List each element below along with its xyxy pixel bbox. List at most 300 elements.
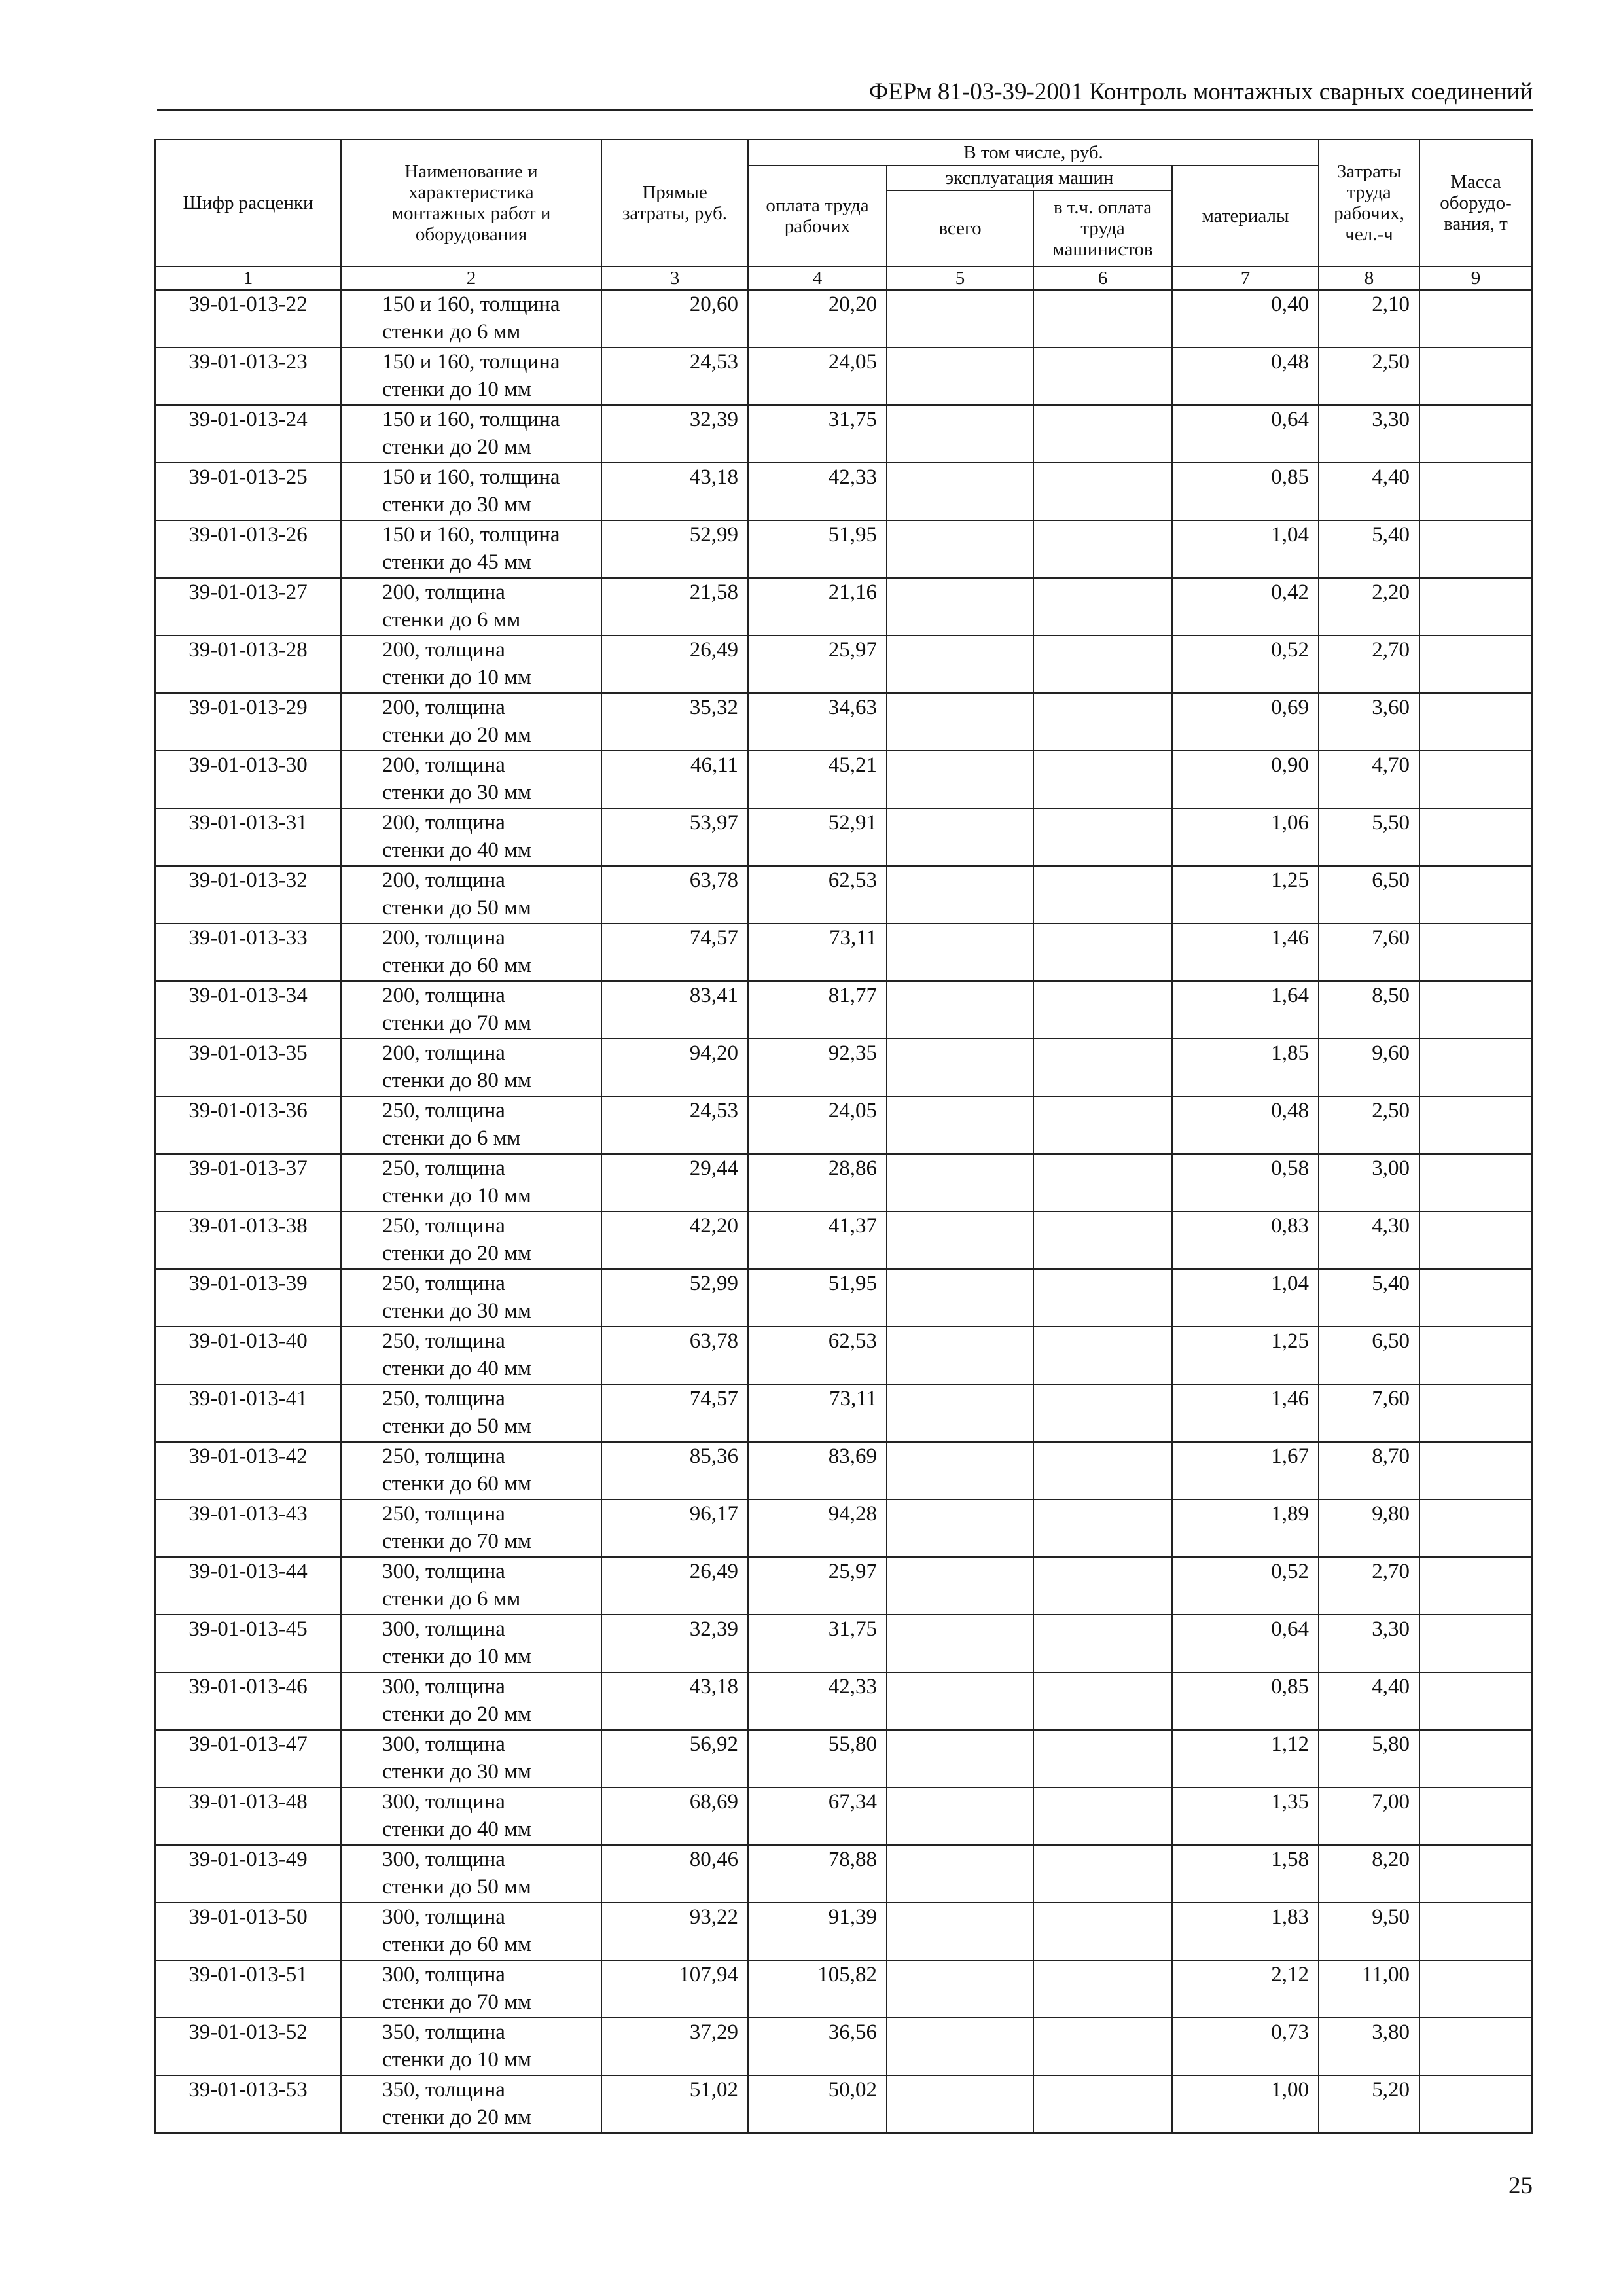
work-name-line: 300, толщина [382, 1963, 505, 1986]
work-name-line: стенки до 40 мм [382, 838, 531, 862]
materials-cell: 1,85 [1172, 1039, 1319, 1096]
direct-costs-cell: 42,20 [601, 1211, 748, 1269]
labor-pay-cell: 52,91 [748, 808, 887, 866]
materials-cell: 0,90 [1172, 751, 1319, 808]
direct-costs-cell: 63,78 [601, 866, 748, 924]
table-row [155, 981, 1532, 1039]
direct-costs-cell: 94,20 [601, 1039, 748, 1096]
equipment-mass-cell [1419, 1730, 1532, 1787]
labor-pay-cell: 78,88 [748, 1845, 887, 1903]
table-row [155, 636, 1532, 693]
table-row [155, 405, 1532, 463]
machines-total-cell [887, 1154, 1033, 1211]
document-title: ФЕРм 81-03-39-2001 Контроль монтажных сварных соединений [868, 79, 1533, 105]
labor-pay-cell: 20,20 [748, 290, 887, 348]
work-name-cell [341, 1499, 601, 1557]
work-name-line: 300, толщина [382, 1617, 505, 1641]
direct-costs-cell: 24,53 [601, 1096, 748, 1154]
work-name-cell [341, 2075, 601, 2133]
equipment-mass-cell [1419, 924, 1532, 981]
work-name-line: стенки до 20 мм [382, 1702, 531, 1726]
rate-code-cell: 39-01-013-42 [155, 1442, 341, 1499]
column-number: 4 [748, 266, 887, 290]
materials-cell: 1,25 [1172, 866, 1319, 924]
direct-costs-cell: 26,49 [601, 1557, 748, 1615]
table-row [155, 924, 1532, 981]
machines-total-cell [887, 808, 1033, 866]
work-name-cell [341, 808, 601, 866]
machines-operators-cell [1033, 1327, 1172, 1384]
work-name-cell [341, 1787, 601, 1845]
work-name-line: стенки до 70 мм [382, 1990, 531, 2014]
direct-costs-cell: 53,97 [601, 808, 748, 866]
rate-code-cell: 39-01-013-37 [155, 1154, 341, 1211]
rate-code-cell: 39-01-013-30 [155, 751, 341, 808]
materials-cell: 0,69 [1172, 693, 1319, 751]
equipment-mass-cell [1419, 981, 1532, 1039]
machines-operators-cell [1033, 866, 1172, 924]
materials-cell: 1,89 [1172, 1499, 1319, 1557]
rate-code-cell: 39-01-013-51 [155, 1960, 341, 2018]
direct-costs-cell: 74,57 [601, 1384, 748, 1442]
labor-pay-cell: 31,75 [748, 1615, 887, 1672]
table-row [155, 693, 1532, 751]
labor-pay-cell: 42,33 [748, 463, 887, 520]
work-name-line: стенки до 60 мм [382, 1472, 531, 1496]
equipment-mass-cell [1419, 866, 1532, 924]
work-name-cell [341, 1384, 601, 1442]
materials-cell: 0,85 [1172, 1672, 1319, 1730]
equipment-mass-cell [1419, 1499, 1532, 1557]
work-name-line: стенки до 80 мм [382, 1069, 531, 1092]
work-name-line: 200, толщина [382, 869, 505, 892]
work-name-cell [341, 636, 601, 693]
table-row [155, 1845, 1532, 1903]
labor-costs-cell: 7,60 [1319, 1384, 1419, 1442]
work-name-line: 350, толщина [382, 2078, 505, 2102]
labor-pay-cell: 28,86 [748, 1154, 887, 1211]
machines-total-cell [887, 1442, 1033, 1499]
work-name-line: 150 и 160, толщина [382, 523, 560, 547]
direct-costs-cell: 52,99 [601, 520, 748, 578]
work-name-line: 350, толщина [382, 2020, 505, 2044]
table-row [155, 1039, 1532, 1096]
direct-costs-cell: 43,18 [601, 463, 748, 520]
rate-code-cell: 39-01-013-25 [155, 463, 341, 520]
work-name-line: 200, толщина [382, 984, 505, 1007]
direct-costs-cell: 52,99 [601, 1269, 748, 1327]
materials-cell: 1,25 [1172, 1327, 1319, 1384]
direct-costs-cell: 80,46 [601, 1845, 748, 1903]
materials-cell: 0,73 [1172, 2018, 1319, 2075]
labor-pay-cell: 34,63 [748, 693, 887, 751]
machines-operators-cell [1033, 1096, 1172, 1154]
equipment-mass-cell [1419, 405, 1532, 463]
work-name-cell [341, 1039, 601, 1096]
table-row [155, 1269, 1532, 1327]
work-name-line: стенки до 20 мм [382, 435, 531, 459]
labor-pay-cell: 91,39 [748, 1903, 887, 1960]
labor-costs-cell: 2,20 [1319, 578, 1419, 636]
materials-cell: 1,35 [1172, 1787, 1319, 1845]
work-name-cell [341, 981, 601, 1039]
work-name-line: 250, толщина [382, 1157, 505, 1180]
labor-pay-cell: 73,11 [748, 1384, 887, 1442]
work-name-cell [341, 924, 601, 981]
rate-code-cell: 39-01-013-24 [155, 405, 341, 463]
materials-cell: 1,06 [1172, 808, 1319, 866]
work-name-line: стенки до 30 мм [382, 781, 531, 804]
table-row [155, 1096, 1532, 1154]
work-name-line: 250, толщина [382, 1214, 505, 1238]
work-name-line: стенки до 45 мм [382, 550, 531, 574]
materials-cell: 0,48 [1172, 1096, 1319, 1154]
work-name-line: стенки до 10 мм [382, 666, 531, 689]
labor-costs-cell: 4,30 [1319, 1211, 1419, 1269]
labor-pay-cell: 24,05 [748, 1096, 887, 1154]
machines-operators-cell [1033, 1384, 1172, 1442]
work-name-cell [341, 1327, 601, 1384]
machines-total-cell [887, 1845, 1033, 1903]
table-row [155, 1557, 1532, 1615]
column-number: 1 [155, 266, 341, 290]
machines-operators-cell [1033, 1557, 1172, 1615]
labor-pay-cell: 31,75 [748, 405, 887, 463]
machines-total-cell [887, 1615, 1033, 1672]
materials-cell: 1,58 [1172, 1845, 1319, 1903]
equipment-mass-cell [1419, 1845, 1532, 1903]
work-name-line: 300, толщина [382, 1790, 505, 1814]
labor-costs-cell: 9,50 [1319, 1903, 1419, 1960]
machines-operators-cell [1033, 348, 1172, 405]
work-name-cell [341, 866, 601, 924]
labor-costs-cell: 2,70 [1319, 1557, 1419, 1615]
work-name-cell [341, 1730, 601, 1787]
work-name-line: 200, толщина [382, 696, 505, 719]
materials-cell: 1,83 [1172, 1903, 1319, 1960]
machines-operators-cell [1033, 1615, 1172, 1672]
machines-operators-cell [1033, 1499, 1172, 1557]
materials-cell: 2,12 [1172, 1960, 1319, 2018]
table-row [155, 1154, 1532, 1211]
materials-cell: 1,46 [1172, 1384, 1319, 1442]
table-row [155, 1499, 1532, 1557]
equipment-mass-cell [1419, 1154, 1532, 1211]
labor-costs-cell: 5,20 [1319, 2075, 1419, 2133]
rate-code-cell: 39-01-013-53 [155, 2075, 341, 2133]
header-including: В том числе, руб. [748, 139, 1319, 166]
work-name-line: 150 и 160, толщина [382, 408, 560, 431]
direct-costs-cell: 29,44 [601, 1154, 748, 1211]
machines-operators-cell [1033, 924, 1172, 981]
work-name-line: стенки до 60 мм [382, 954, 531, 977]
rate-code-cell: 39-01-013-31 [155, 808, 341, 866]
work-name-cell [341, 1096, 601, 1154]
materials-cell: 0,64 [1172, 405, 1319, 463]
direct-costs-cell: 32,39 [601, 1615, 748, 1672]
work-name-cell [341, 463, 601, 520]
rate-code-cell: 39-01-013-52 [155, 2018, 341, 2075]
work-name-cell [341, 1269, 601, 1327]
direct-costs-cell: 74,57 [601, 924, 748, 981]
table-row [155, 2075, 1532, 2133]
rate-code-cell: 39-01-013-23 [155, 348, 341, 405]
work-name-line: стенки до 70 мм [382, 1530, 531, 1553]
work-name-line: 250, толщина [382, 1329, 505, 1353]
work-name-line: 300, толщина [382, 1732, 505, 1756]
labor-costs-cell: 8,50 [1319, 981, 1419, 1039]
labor-costs-cell: 3,80 [1319, 2018, 1419, 2075]
machines-operators-cell [1033, 290, 1172, 348]
table-row [155, 1903, 1532, 1960]
work-name-line: стенки до 10 мм [382, 1184, 531, 1208]
direct-costs-cell: 93,22 [601, 1903, 748, 1960]
work-name-line: стенки до 70 мм [382, 1011, 531, 1035]
direct-costs-cell: 26,49 [601, 636, 748, 693]
machines-total-cell [887, 1787, 1033, 1845]
work-name-line: стенки до 50 мм [382, 896, 531, 920]
equipment-mass-cell [1419, 808, 1532, 866]
machines-operators-cell [1033, 981, 1172, 1039]
work-name-line: 200, толщина [382, 753, 505, 777]
materials-cell: 1,64 [1172, 981, 1319, 1039]
equipment-mass-cell [1419, 520, 1532, 578]
work-name-cell [341, 578, 601, 636]
work-name-line: 300, толщина [382, 1848, 505, 1871]
rate-code-cell: 39-01-013-40 [155, 1327, 341, 1384]
direct-costs-cell: 43,18 [601, 1672, 748, 1730]
materials-cell: 0,48 [1172, 348, 1319, 405]
labor-costs-cell: 9,60 [1319, 1039, 1419, 1096]
table-row [155, 578, 1532, 636]
work-name-cell [341, 1615, 601, 1672]
work-name-line: стенки до 20 мм [382, 1242, 531, 1265]
machines-operators-cell [1033, 405, 1172, 463]
machines-total-cell [887, 1557, 1033, 1615]
machines-operators-cell [1033, 1211, 1172, 1269]
work-name-line: стенки до 30 мм [382, 1760, 531, 1784]
table-row [155, 290, 1532, 348]
materials-cell: 0,58 [1172, 1154, 1319, 1211]
table-row [155, 463, 1532, 520]
rate-code-cell: 39-01-013-50 [155, 1903, 341, 1960]
direct-costs-cell: 24,53 [601, 348, 748, 405]
labor-costs-cell: 5,40 [1319, 520, 1419, 578]
rate-code-cell: 39-01-013-35 [155, 1039, 341, 1096]
labor-costs-cell: 4,40 [1319, 1672, 1419, 1730]
work-name-line: стенки до 40 мм [382, 1818, 531, 1841]
direct-costs-cell: 63,78 [601, 1327, 748, 1384]
machines-total-cell [887, 2075, 1033, 2133]
rate-code-cell: 39-01-013-44 [155, 1557, 341, 1615]
materials-cell: 0,83 [1172, 1211, 1319, 1269]
direct-costs-cell: 21,58 [601, 578, 748, 636]
labor-pay-cell: 62,53 [748, 866, 887, 924]
machines-total-cell [887, 1211, 1033, 1269]
machines-operators-cell [1033, 2018, 1172, 2075]
rate-code-cell: 39-01-013-46 [155, 1672, 341, 1730]
table-row [155, 1615, 1532, 1672]
equipment-mass-cell [1419, 2018, 1532, 2075]
machines-operators-cell [1033, 1442, 1172, 1499]
labor-costs-cell: 5,50 [1319, 808, 1419, 866]
column-number-row [155, 266, 1532, 290]
direct-costs-cell: 83,41 [601, 981, 748, 1039]
equipment-mass-cell [1419, 578, 1532, 636]
header-labor-costs: Затраты труда рабочих, чел.-ч [1319, 139, 1419, 266]
work-name-line: 200, толщина [382, 926, 505, 950]
direct-costs-cell: 96,17 [601, 1499, 748, 1557]
header-machines: эксплуатация машин [887, 166, 1172, 190]
machines-operators-cell [1033, 1787, 1172, 1845]
page-header [157, 77, 1533, 111]
labor-costs-cell: 3,30 [1319, 1615, 1419, 1672]
labor-costs-cell: 4,70 [1319, 751, 1419, 808]
work-name-cell [341, 1154, 601, 1211]
labor-pay-cell: 51,95 [748, 1269, 887, 1327]
machines-total-cell [887, 636, 1033, 693]
labor-pay-cell: 45,21 [748, 751, 887, 808]
labor-costs-cell: 6,50 [1319, 866, 1419, 924]
table-row [155, 1730, 1532, 1787]
machines-operators-cell [1033, 1039, 1172, 1096]
machines-total-cell [887, 751, 1033, 808]
labor-pay-cell: 50,02 [748, 2075, 887, 2133]
materials-cell: 1,12 [1172, 1730, 1319, 1787]
labor-costs-cell: 7,60 [1319, 924, 1419, 981]
rate-code-cell: 39-01-013-41 [155, 1384, 341, 1442]
header-name: Наименование и характеристика монтажных работ и оборудования [341, 139, 601, 266]
table-row [155, 1960, 1532, 2018]
work-name-line: стенки до 6 мм [382, 1126, 521, 1150]
labor-pay-cell: 92,35 [748, 1039, 887, 1096]
machines-total-cell [887, 1903, 1033, 1960]
work-name-line: стенки до 50 мм [382, 1414, 531, 1438]
work-name-cell [341, 1672, 601, 1730]
equipment-mass-cell [1419, 348, 1532, 405]
equipment-mass-cell [1419, 1211, 1532, 1269]
header-code: Шифр расценки [155, 139, 341, 266]
labor-pay-cell: 24,05 [748, 348, 887, 405]
rate-code-cell: 39-01-013-29 [155, 693, 341, 751]
materials-cell: 1,04 [1172, 520, 1319, 578]
rate-code-cell: 39-01-013-45 [155, 1615, 341, 1672]
equipment-mass-cell [1419, 1269, 1532, 1327]
work-name-line: стенки до 10 мм [382, 1645, 531, 1668]
labor-costs-cell: 3,30 [1319, 405, 1419, 463]
header-labor-pay: оплата труда рабочих [748, 166, 887, 266]
table-row [155, 866, 1532, 924]
machines-operators-cell [1033, 1269, 1172, 1327]
labor-costs-cell: 5,40 [1319, 1269, 1419, 1327]
labor-pay-cell: 41,37 [748, 1211, 887, 1269]
machines-operators-cell [1033, 693, 1172, 751]
table-body [155, 290, 1532, 2133]
labor-pay-cell: 21,16 [748, 578, 887, 636]
direct-costs-cell: 68,69 [601, 1787, 748, 1845]
work-name-line: 300, толщина [382, 1675, 505, 1698]
table-row [155, 1787, 1532, 1845]
work-name-line: 200, толщина [382, 581, 505, 604]
direct-costs-cell: 32,39 [601, 405, 748, 463]
work-name-line: 150 и 160, толщина [382, 465, 560, 489]
work-name-line: стенки до 40 мм [382, 1357, 531, 1380]
work-name-cell [341, 2018, 601, 2075]
machines-total-cell [887, 1499, 1033, 1557]
equipment-mass-cell [1419, 1096, 1532, 1154]
page-number: 25 [1508, 2172, 1533, 2199]
table-row [155, 1442, 1532, 1499]
rate-code-cell: 39-01-013-43 [155, 1499, 341, 1557]
work-name-line: стенки до 60 мм [382, 1933, 531, 1956]
equipment-mass-cell [1419, 1960, 1532, 2018]
direct-costs-cell: 85,36 [601, 1442, 748, 1499]
table-row [155, 1384, 1532, 1442]
table-row [155, 348, 1532, 405]
table-row [155, 751, 1532, 808]
machines-operators-cell [1033, 808, 1172, 866]
column-number: 2 [341, 266, 601, 290]
equipment-mass-cell [1419, 1384, 1532, 1442]
machines-operators-cell [1033, 1960, 1172, 2018]
rate-code-cell: 39-01-013-48 [155, 1787, 341, 1845]
machines-total-cell [887, 866, 1033, 924]
equipment-mass-cell [1419, 1672, 1532, 1730]
rate-code-cell: 39-01-013-38 [155, 1211, 341, 1269]
labor-costs-cell: 3,60 [1319, 693, 1419, 751]
rate-code-cell: 39-01-013-27 [155, 578, 341, 636]
materials-cell: 0,42 [1172, 578, 1319, 636]
column-number: 9 [1419, 266, 1532, 290]
materials-cell: 1,67 [1172, 1442, 1319, 1499]
work-name-line: 150 и 160, толщина [382, 350, 560, 374]
equipment-mass-cell [1419, 290, 1532, 348]
work-name-line: 250, толщина [382, 1099, 505, 1122]
machines-total-cell [887, 463, 1033, 520]
work-name-line: 300, толщина [382, 1560, 505, 1583]
machines-operators-cell [1033, 636, 1172, 693]
machines-operators-cell [1033, 578, 1172, 636]
work-name-cell [341, 348, 601, 405]
work-name-line: стенки до 10 мм [382, 378, 531, 401]
machines-operators-cell [1033, 1154, 1172, 1211]
header-equipment-mass: Масса оборудо-вания, т [1419, 139, 1532, 266]
header-materials: материалы [1172, 166, 1319, 266]
rate-code-cell: 39-01-013-28 [155, 636, 341, 693]
table-row [155, 2018, 1532, 2075]
direct-costs-cell: 51,02 [601, 2075, 748, 2133]
work-name-line: 150 и 160, толщина [382, 293, 560, 316]
rate-code-cell: 39-01-013-34 [155, 981, 341, 1039]
work-name-line: 200, толщина [382, 811, 505, 834]
machines-total-cell [887, 2018, 1033, 2075]
labor-pay-cell: 25,97 [748, 636, 887, 693]
labor-pay-cell: 81,77 [748, 981, 887, 1039]
equipment-mass-cell [1419, 1615, 1532, 1672]
equipment-mass-cell [1419, 693, 1532, 751]
work-name-cell [341, 751, 601, 808]
work-name-cell [341, 290, 601, 348]
machines-operators-cell [1033, 1903, 1172, 1960]
work-name-cell [341, 405, 601, 463]
table-row [155, 1672, 1532, 1730]
direct-costs-cell: 46,11 [601, 751, 748, 808]
work-name-cell [341, 693, 601, 751]
equipment-mass-cell [1419, 463, 1532, 520]
machines-operators-cell [1033, 520, 1172, 578]
labor-pay-cell: 83,69 [748, 1442, 887, 1499]
work-name-line: стенки до 50 мм [382, 1875, 531, 1899]
